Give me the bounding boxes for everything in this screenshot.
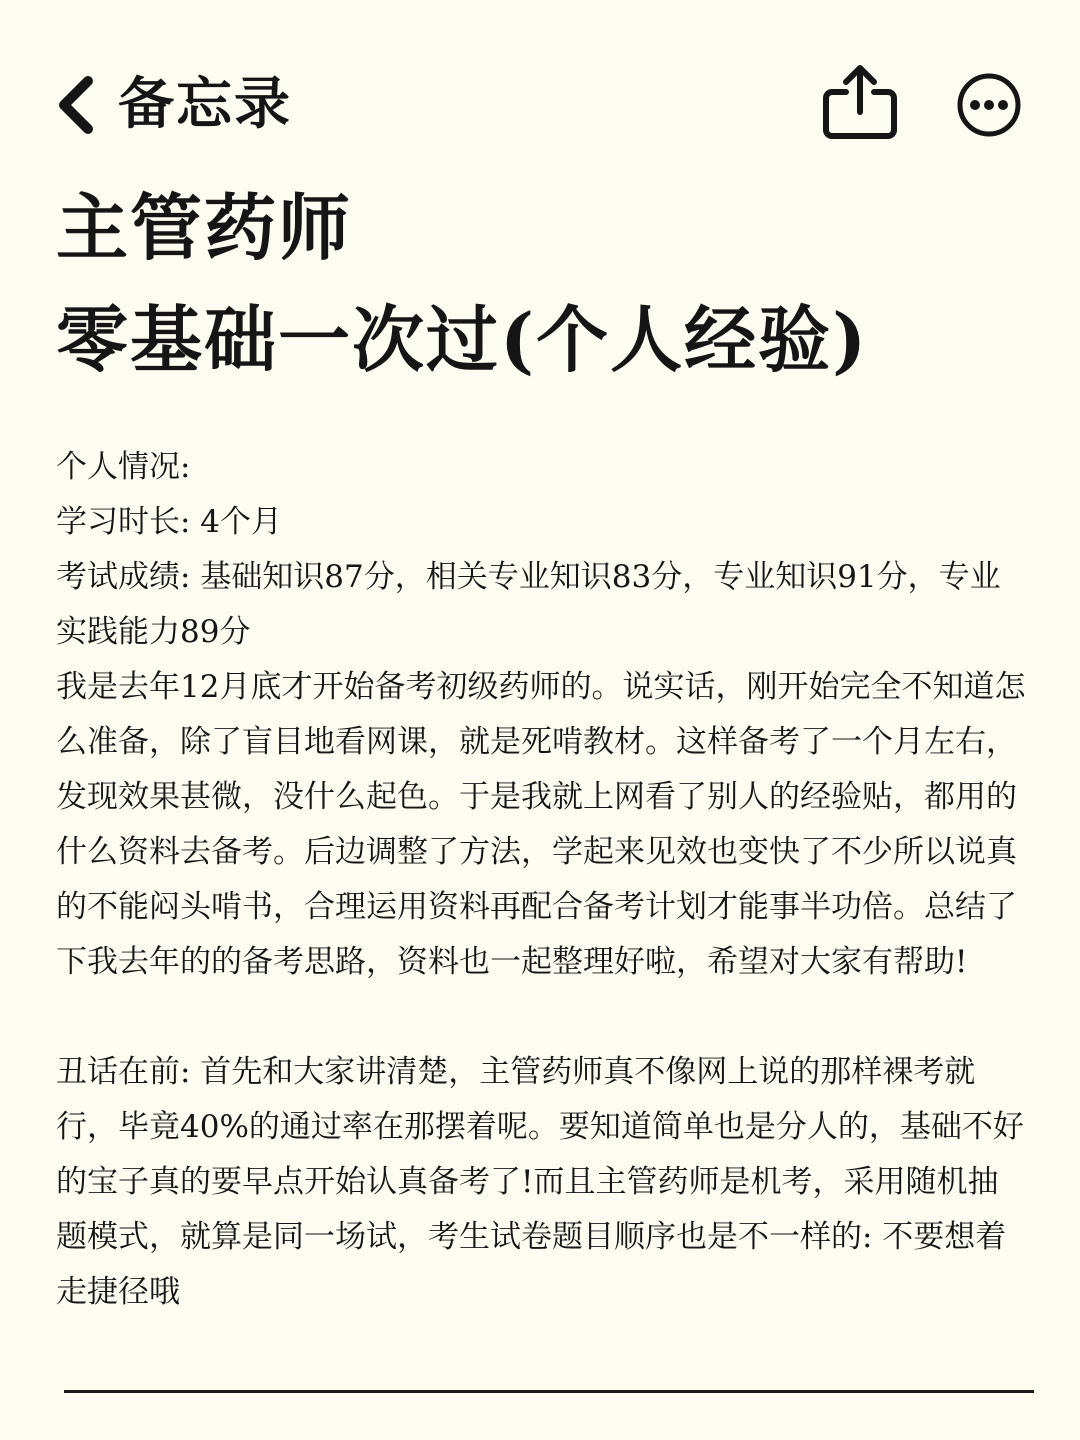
personal-heading: 个人情况:	[56, 449, 191, 485]
more-button[interactable]	[956, 72, 1022, 138]
note-title-line-2: 零基础一次过(个人经验)	[56, 297, 869, 382]
share-icon	[822, 64, 898, 140]
bottom-divider	[64, 1390, 1034, 1393]
back-label: 备忘录	[118, 72, 292, 137]
share-button[interactable]	[822, 64, 898, 140]
chevron-left-icon	[52, 75, 98, 135]
study-duration: 学习时长: 4个月	[56, 504, 283, 540]
note-title-line-1: 主管药师	[56, 185, 353, 270]
more-icon	[956, 72, 1022, 138]
exam-scores: 考试成绩: 基础知识87分，相关专业知识83分，专业知识91分，专业实践能力89分	[56, 559, 1001, 650]
note-title	[56, 172, 1036, 396]
back-button[interactable]	[52, 62, 292, 148]
paragraph-gap	[56, 990, 1028, 1045]
warning-paragraph: 丑话在前: 首先和大家讲清楚，主管药师真不像网上说的那样裸考就行，毕竟40%的通过率在那摆着呢。要知道简单也是分人的，基础不好的宝子真的要早点开始认真备考了!而且主管药师是机考，采用随机抽题模式，就算是同一场试，考生试卷题目顺序也是不一样的: 不要想着走捷径哦	[56, 1054, 1024, 1310]
note-body[interactable]	[56, 440, 1028, 1320]
navigation-bar	[0, 0, 1080, 170]
experience-paragraph: 我是去年12月底才开始备考初级药师的。说实话，刚开始完全不知道怎么准备，除了盲目地看网课，就是死啃教材。这样备考了一个月左右，发现效果甚微，没什么起色。于是我就上网看了别人的经验贴，都用的什么资料去备考。后边调整了方法，学起来见效也变快了不少所以说真的不能闷头啃书，合理运用资料再配合备考计划才能事半功倍。总结了下我去年的的备考思路，资料也一起整理好啦，希望对大家有帮助!	[56, 669, 1026, 980]
